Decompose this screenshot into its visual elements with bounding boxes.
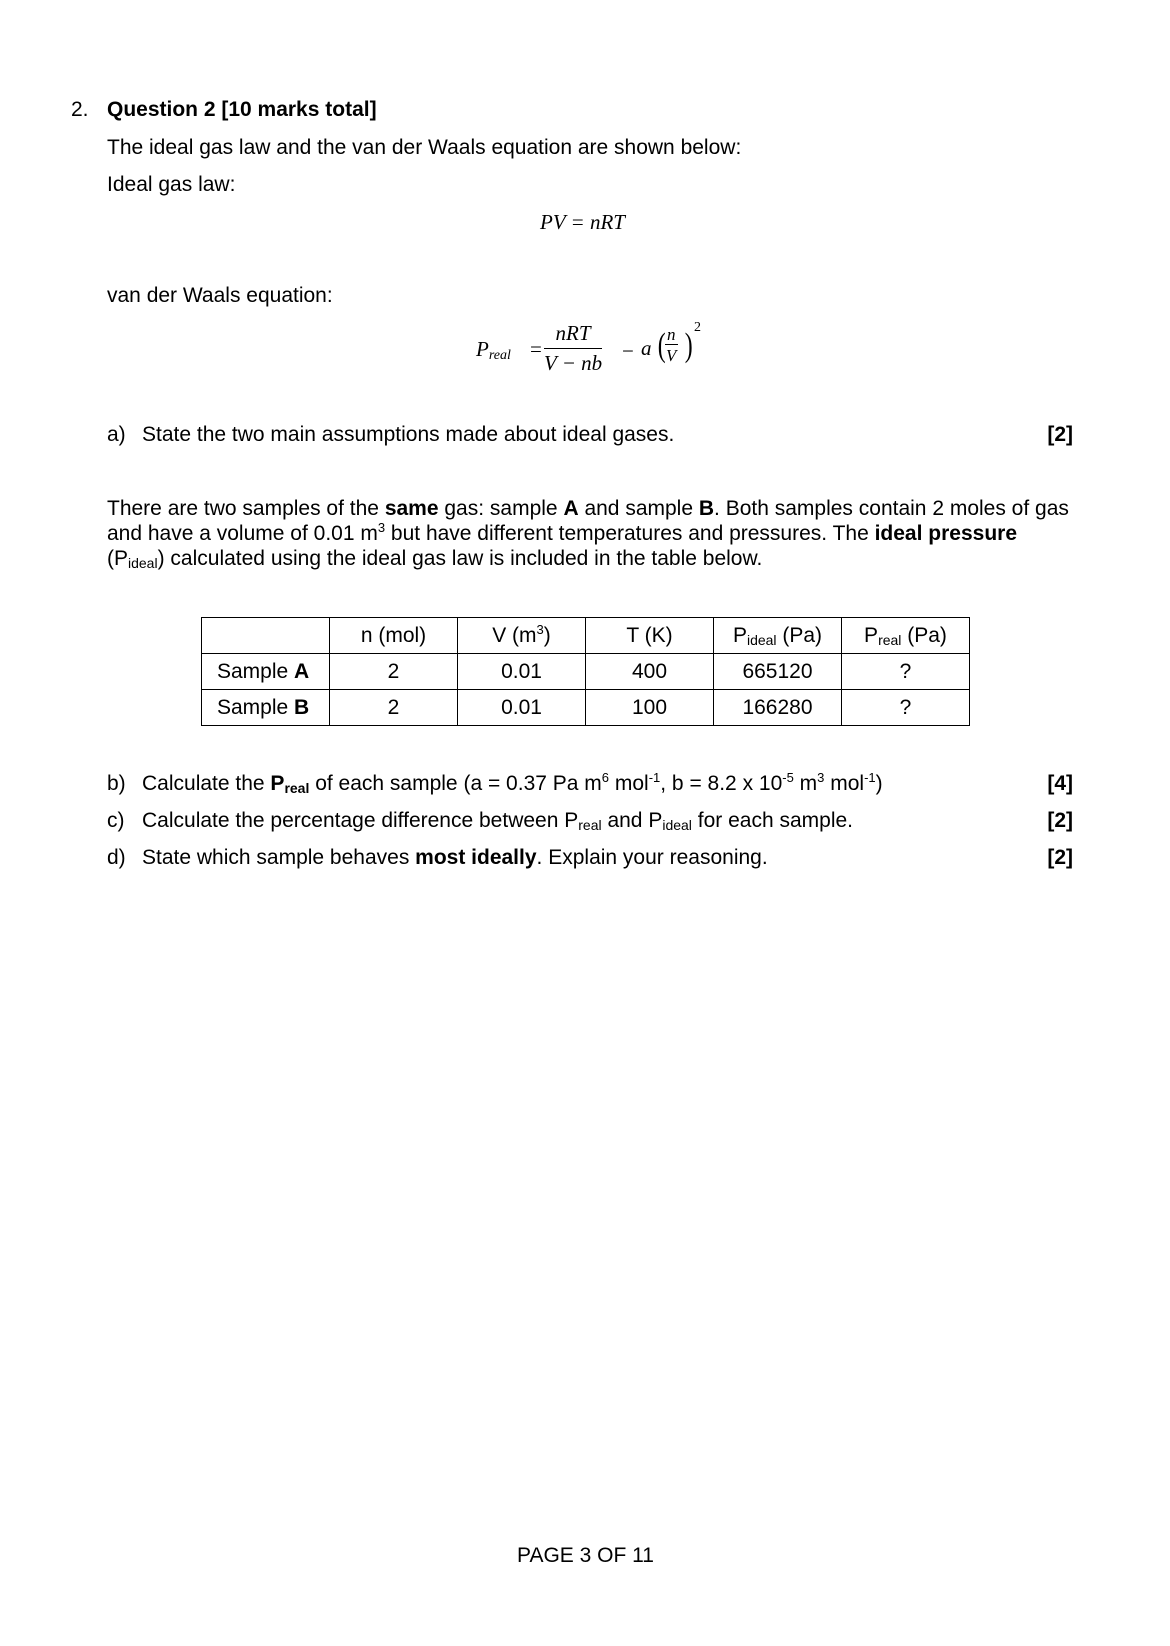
- part-c-marks: [2]: [1047, 809, 1073, 832]
- part-b-label: b): [107, 772, 126, 795]
- table-header-blank: [202, 618, 330, 654]
- question-title: Question 2 [10 marks total]: [107, 98, 377, 121]
- part-d-label: d): [107, 846, 126, 869]
- vdw-numerator: nRT: [544, 321, 602, 349]
- part-d-marks: [2]: [1047, 846, 1073, 869]
- part-c-text: Calculate the percentage difference between $P_{real}$ and $P_{ideal}$ for each sample.: [142, 809, 854, 833]
- vdw-denominator: V − nb: [544, 351, 603, 375]
- part-a-label: a): [107, 423, 126, 446]
- vdw-paren-open: (: [657, 327, 666, 364]
- vdw-lhs: $P_{real}$: [476, 337, 511, 363]
- vdw-label: van der Waals equation:: [107, 284, 333, 307]
- table-header-v: V $(m^3)$: [458, 618, 586, 654]
- table-cell-n: 2: [330, 690, 458, 726]
- question-number: 2.: [71, 98, 89, 121]
- table-cell-v: 0.01: [458, 690, 586, 726]
- table-cell-p-real: ?: [842, 690, 970, 726]
- table-header-t: T (K): [586, 618, 714, 654]
- vdw-fraction: [544, 321, 602, 376]
- table-cell-sample: Sample B: [202, 690, 330, 726]
- table-cell-p-real: ?: [842, 654, 970, 690]
- table-header-p-real: $P_{real}$ (Pa): [842, 618, 970, 654]
- part-a-text: State the two main assumptions made about ideal gases.: [142, 423, 675, 446]
- table-cell-n: 2: [330, 654, 458, 690]
- vdw-power: 2: [694, 320, 701, 335]
- table-cell-t: 400: [586, 654, 714, 690]
- table-header-row: [202, 618, 970, 654]
- page-number: PAGE 3 OF 11: [517, 1544, 654, 1567]
- part-b-text: Calculate the $P_{real}$ of each sample (a = 0.37 Pa $m^6$ mol$^{-1}$, b = 8.2 x $10^{-5}$ $m^3$ mol$^{-1}$): [142, 770, 883, 796]
- part-d-text: State which sample behaves most ideally. Explain your reasoning.: [142, 846, 768, 869]
- intro-text: The ideal gas law and the van der Waals equation are shown below:: [107, 136, 742, 159]
- table-cell-sample: Sample A: [202, 654, 330, 690]
- table-cell-p-ideal: 665120: [714, 654, 842, 690]
- table-cell-p-ideal: 166280: [714, 690, 842, 726]
- vdw-equals: =: [530, 337, 542, 361]
- table-row: [202, 654, 970, 690]
- samples-table: [201, 617, 970, 726]
- vdw-paren-close: ): [684, 327, 693, 364]
- part-c-label: c): [107, 809, 125, 832]
- ideal-gas-label: Ideal gas law:: [107, 173, 236, 196]
- part-a-marks: [2]: [1047, 423, 1073, 446]
- table-cell-v: 0.01: [458, 654, 586, 690]
- table-header-p-ideal: $P_{ideal}$ (Pa): [714, 618, 842, 654]
- samples-paragraph: There are two samples of the same gas: sample A and sample B. Both samples contain 2 moles of gas and have a volume of 0.01 $m^3$ but have different temperatures and pressures. The ideal pressure $(P_{ideal})$ calculated using the ideal gas law is included in the table below.: [107, 497, 1069, 571]
- part-b-marks: [4]: [1047, 772, 1073, 795]
- ideal-gas-equation: PV = nRT: [540, 210, 625, 234]
- vdw-minus: −: [622, 339, 634, 363]
- vdw-inner-fraction: $\frac{n}{V}$: [666, 325, 677, 365]
- table-header-n: n (mol): [330, 618, 458, 654]
- vdw-coefficient: a: [641, 336, 652, 360]
- table-cell-t: 100: [586, 690, 714, 726]
- table-row: [202, 690, 970, 726]
